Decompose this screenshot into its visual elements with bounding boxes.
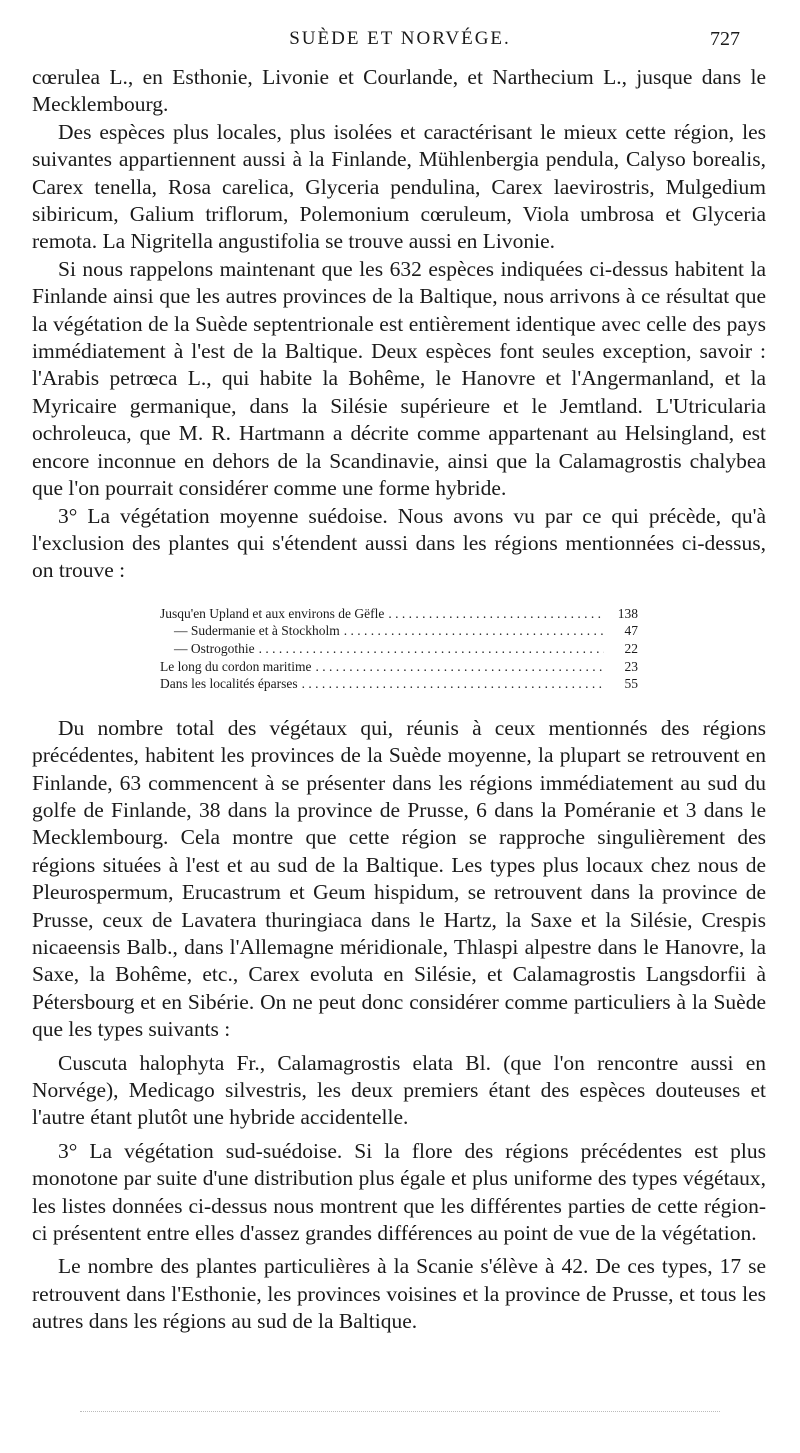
paragraph-1: cœrulea L., en Esthonie, Livonie et Courlande, et Narthecium L., jusque dans le Mecklembourg. <box>32 65 766 117</box>
paragraph-3: Si nous rappelons maintenant que les 632 espèces indiquées ci-dessus habitent la Finlande ainsi que les autres provinces de la Baltique, nous arrivons à ce résultat que la végétation de la Suède septentrionale est entièrement identique avec celle des pays immédiatement à l'est de la Baltique. Deux espèces font seules exception, savoir : l'Arabis petrœca L., qui habite la Bohême, le Hanovre et l'Angermanland, et la Myricaire germanique, dans la Silésie supérieure et le Jemtland. L'Utricularia ochroleuca, que M. R. Hartmann a décrite comme appartenant au Helsingland, est encore inconnue en dehors de la Scandinavie, ainsi que la Calamagrostis chalybea que l'on pourrait considérer comme une forme hybride. <box>32 256 766 501</box>
table-row-label: Jusqu'en Upland et aux environs de Gëfle <box>160 605 385 621</box>
species-count-table <box>160 605 638 693</box>
table-row-value: 23 <box>624 658 638 674</box>
leader-dots <box>259 640 604 658</box>
table-row-value: 55 <box>624 676 638 692</box>
leader-dots <box>388 605 604 623</box>
table-row-value: 47 <box>624 623 638 639</box>
table-row <box>160 622 638 640</box>
paragraph-8: Le nombre des plantes particulières à la Scanie s'élève à 42. De ces types, 17 se retrouvent dans l'Esthonie, les provinces voisines et la province de Prusse, et tous les autres dans les régions au sud de la Baltique. <box>32 1254 766 1334</box>
running-title: SUÈDE ET NORVÉGE. <box>289 28 511 49</box>
table-row <box>160 658 638 676</box>
table-row-label: — Ostrogothie <box>174 640 255 656</box>
leader-dots <box>302 675 604 693</box>
leader-dots <box>315 658 604 676</box>
page-header <box>60 28 740 58</box>
paragraph-7: 3° La végétation sud-suédoise. Si la flore des régions précédentes est plus monotone par suite d'une distribution plus égale et plus uniforme des types végétaux, les listes données ci-dessus nous montrent que les différentes parties de cette région-ci présentent entre elles d'assez grandes différences au point de vue de la végétation. <box>32 1138 766 1245</box>
table-row <box>160 675 638 693</box>
footer-rule <box>80 1411 720 1413</box>
paragraph-5: Du nombre total des végétaux qui, réunis à ceux mentionnés des régions précédentes, habitent les provinces de la Suède moyenne, la plupart se retrouvent en Finlande, 63 commencent à se présenter dans les régions immédiatement au sud du golfe de Finlande, 38 dans la province de Prusse, 6 dans la Poméranie et 3 dans le Mecklembourg. Cela montre que cette région se rapproche singulièrement des régions situées à l'est et au sud de la Baltique. Les types plus locaux chez nous de Pleurospermum, Erucastrum et Geum hispidum, se retrouvent dans la province de Prusse, ceux de Lavatera thuringiaca dans le Hartz, la Saxe et la Silésie, Crespis nicaeensis Balb., dans l'Allemagne méridionale, Thlaspi alpestre dans le Hanovre, la Saxe, la Bohême, etc., Carex evoluta en Silésie, et Calamagrostis Langsdorfii à Pétersbourg et en Sibérie. On ne peut donc considérer comme particuliers à la Suède que les types suivants : <box>32 715 766 1042</box>
page-number: 727 <box>710 28 740 50</box>
table-row <box>160 640 638 658</box>
table-row-label: Le long du cordon maritime <box>160 658 312 674</box>
paragraph-6: Cuscuta halophyta Fr., Calamagrostis elata Bl. (que l'on rencontre aussi en Norvége), Medicago silvestris, les deux premiers étant des espèces douteuses et l'autre étant plutôt une hybride accidentelle. <box>32 1050 766 1130</box>
page-body <box>32 64 766 1336</box>
table-row-label: — Sudermanie et à Stockholm <box>174 623 340 639</box>
leader-dots <box>344 622 604 640</box>
table-row-value: 22 <box>624 640 638 656</box>
paragraph-4: 3° La végétation moyenne suédoise. Nous avons vu par ce qui précède, qu'à l'exclusion des plantes qui s'étendent aussi dans les régions mentionnées ci-dessus, on trouve : <box>32 503 766 583</box>
paragraph-2: Des espèces plus locales, plus isolées et caractérisant le mieux cette région, les suivantes appartiennent aussi à la Finlande, Mühlenbergia pendula, Calyso borealis, Carex tenella, Rosa carelica, Glyceria pendulina, Carex laevirostris, Mulgedium sibiricum, Galium triflorum, Polemonium cœruleum, Viola umbrosa et Glyceria remota. La Nigritella angustifolia se trouve aussi en Livonie. <box>32 119 766 254</box>
table-row-value: 138 <box>617 605 638 621</box>
table-row <box>160 605 638 623</box>
table-row-label: Dans les localités éparses <box>160 676 298 692</box>
